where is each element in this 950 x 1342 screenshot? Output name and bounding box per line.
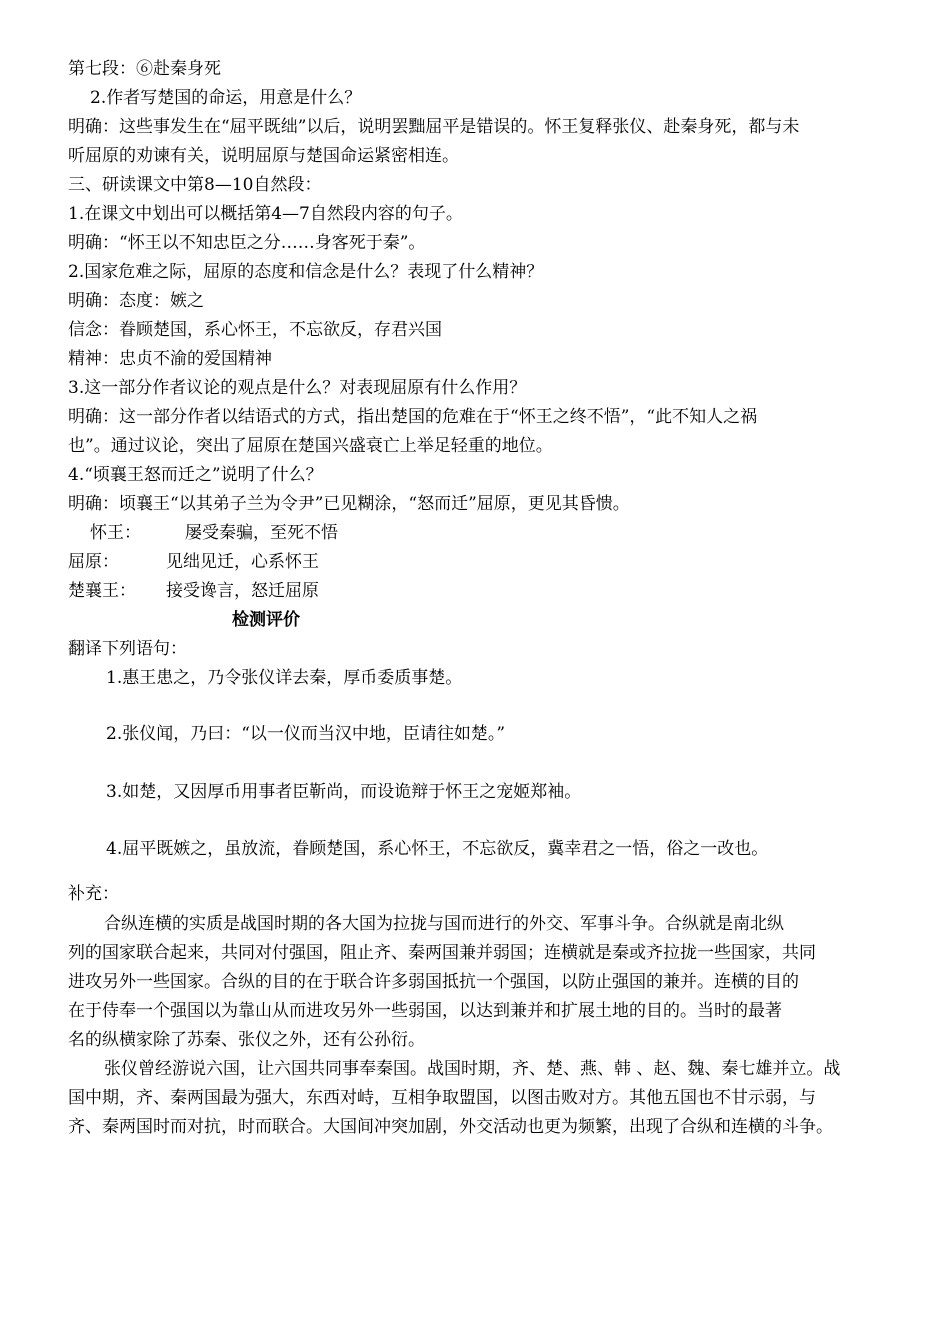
paragraph-line: 合纵连横的实质是战国时期的各大国为拉拢与国而进行的外交、军事斗争。合纵就是南北纵 (104, 914, 784, 934)
answer-line: 信念：眷顾楚国，系心怀王，不忘欲反，存君兴国 (68, 320, 442, 340)
paragraph-line: 张仪曾经游说六国，让六国共同事奉秦国。战国时期，齐、楚、燕、韩 、赵、魏、秦七雄并立。战 (104, 1059, 841, 1079)
answer-line: 听屈原的劝谏有关，说明屈原与楚国命运紧密相连。 (68, 146, 459, 166)
paragraph-line: 进攻另外一些国家。合纵的目的在于联合许多弱国抵抗一个强国，以防止强国的兼并。连横的目的 (68, 972, 799, 992)
question-line: 2.国家危难之际，屈原的态度和信念是什么？表现了什么精神？ (68, 262, 544, 282)
paragraph-line: 国中期，齐、秦两国最为强大，东西对峙，互相争取盟国，以图击败对方。其他五国也不甘示弱，与 (68, 1088, 816, 1108)
translate-item: 2.张仪闻，乃曰：“以一仪而当汉中地，臣请往如楚。” (106, 724, 506, 744)
answer-line: 明确：这些事发生在“屈平既绌”以后，说明罢黜屈平是错误的。怀王复释张仪、赴秦身死，都与未 (68, 117, 800, 137)
answer-line: 明确：态度：嫉之 (68, 291, 204, 311)
summary-value: 屡受秦骗，至死不悟 (185, 523, 338, 543)
summary-row-xiangwang (68, 580, 319, 602)
answer-line: 明确：这一部分作者以结语式的方式，指出楚国的危难在于“怀王之终不悟”，“此不知人之祸 (68, 407, 758, 427)
answer-line: 明确：“怀王以不知忠臣之分……身客死于秦”。 (68, 233, 426, 253)
translate-instruction: 翻译下列语句： (68, 639, 187, 659)
translate-item: 1.惠王患之，乃令张仪详去秦，厚币委质事楚。 (106, 668, 463, 688)
question-line: 3.这一部分作者议论的观点是什么？对表现屈原有什么作用？ (68, 378, 527, 398)
answer-line: 精神：忠贞不渝的爱国精神 (68, 349, 272, 369)
question-2-text: 2.作者写楚国的命运，用意是什么？ (90, 88, 362, 108)
section-heading: 三、研读课文中第8—10自然段： (68, 175, 322, 195)
summary-row-huaiwang (90, 522, 338, 544)
paragraph-line: 列的国家联合起来，共同对付强国，阻止齐、秦两国兼并弱国；连横就是秦或齐拉拢一些国家，共同 (68, 943, 816, 963)
question-line: 1.在课文中划出可以概括第4—7自然段内容的句子。 (68, 204, 463, 224)
summary-value: 接受谗言，怒迁屈原 (166, 581, 319, 601)
summary-label: 楚襄王： (68, 581, 136, 601)
translate-item: 3.如楚，又因厚币用事者臣靳尚，而设诡辩于怀王之宠姬郑袖。 (106, 782, 582, 802)
supplement-label: 补充： (68, 884, 119, 904)
paragraph-line: 齐、秦两国时而对抗，时而联合。大国间冲突加剧，外交活动也更为频繁，出现了合纵和连横的斗争。 (68, 1117, 833, 1137)
assessment-heading: 检测评价 (232, 610, 300, 630)
paragraph-line: 在于侍奉一个强国以为靠山从而进攻另外一些弱国，以达到兼并和扩展土地的目的。当时的最著 (68, 1001, 782, 1021)
translate-item: 4.屈平既嫉之，虽放流，眷顾楚国，系心怀王，不忘欲反，冀幸君之一悟，俗之一改也。 (106, 839, 769, 859)
section-7-line: 第七段：⑥赴秦身死 (68, 59, 221, 79)
summary-row-quyuan (68, 551, 319, 573)
paragraph-line: 名的纵横家除了苏秦、张仪之外，还有公孙衍。 (68, 1030, 425, 1050)
answer-line: 明确：顷襄王“以其弟子兰为令尹”已见糊涂，“怒而迁”屈原，更见其昏愦。 (68, 494, 630, 514)
answer-line: 也”。通过议论，突出了屈原在楚国兴盛衰亡上举足轻重的地位。 (68, 436, 553, 456)
summary-label: 屈原： (68, 552, 119, 572)
summary-value: 见绌见迁，心系怀王 (166, 552, 319, 572)
summary-label: 怀王： (90, 523, 141, 543)
question-line: 4.“顷襄王怒而迁之”说明了什么？ (68, 465, 323, 485)
